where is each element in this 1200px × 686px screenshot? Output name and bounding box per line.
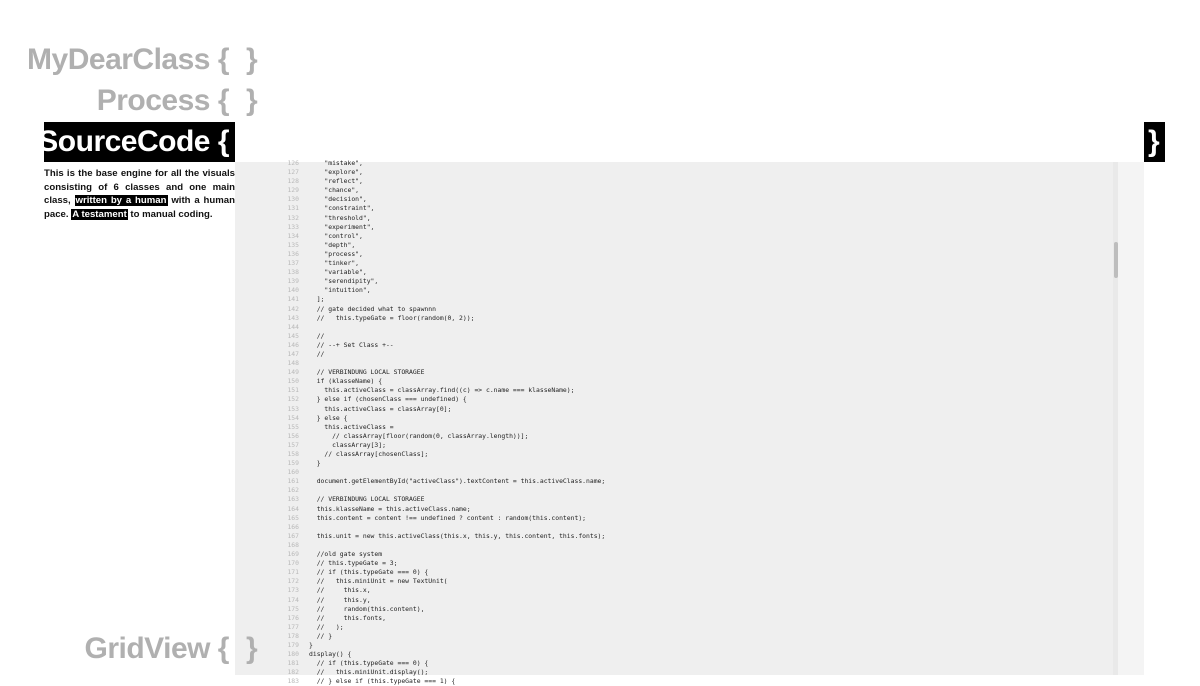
line-number: 154 bbox=[287, 413, 299, 422]
line-number: 171 bbox=[287, 568, 299, 577]
code-text: this.activeClass = classArray[0]; bbox=[309, 404, 452, 413]
code-text: "chance", bbox=[309, 186, 360, 195]
description-text: with a human pace. bbox=[44, 195, 236, 220]
code-text: // this.typeGate = 3; bbox=[309, 559, 398, 568]
code-text: "explore", bbox=[309, 168, 363, 177]
code-text: // } else if (this.typeGate === 1) { bbox=[309, 677, 456, 686]
line-number: 127 bbox=[287, 168, 299, 177]
code-line bbox=[235, 641, 1105, 650]
active-section-title: SourceCode { bbox=[38, 125, 229, 158]
code-line bbox=[235, 277, 1105, 286]
closing-brace: } bbox=[246, 43, 258, 76]
code-text: "constraint", bbox=[309, 204, 375, 213]
line-number: 138 bbox=[287, 268, 299, 277]
line-number: 147 bbox=[287, 349, 299, 358]
code-line bbox=[235, 405, 1105, 414]
code-line bbox=[235, 241, 1105, 250]
code-line bbox=[235, 441, 1105, 450]
code-line bbox=[235, 414, 1105, 423]
line-number: 165 bbox=[287, 513, 299, 522]
code-text: "variable", bbox=[309, 268, 367, 277]
code-text: "process", bbox=[309, 249, 363, 258]
code-text: // if (this.typeGate === 0) { bbox=[309, 568, 429, 577]
line-number: 181 bbox=[287, 659, 299, 668]
code-line bbox=[235, 586, 1105, 595]
code-text: // classArray[floor(random(0, classArray.length))]; bbox=[309, 431, 529, 440]
line-number: 168 bbox=[287, 540, 299, 549]
code-text: "mistake", bbox=[309, 159, 363, 167]
code-line bbox=[235, 177, 1105, 186]
nav-item-process[interactable]: Process { bbox=[96, 84, 229, 117]
code-text: "threshold", bbox=[309, 213, 371, 222]
code-line bbox=[235, 577, 1105, 586]
description-text: This is the base engine for all the visuals consisting of 6 classes and one main class, bbox=[44, 168, 235, 207]
line-number: 131 bbox=[287, 204, 299, 213]
code-line bbox=[235, 623, 1105, 632]
line-number: 152 bbox=[287, 395, 299, 404]
code-text: // bbox=[309, 349, 325, 358]
line-number: 126 bbox=[287, 159, 299, 167]
line-number: 143 bbox=[287, 313, 299, 322]
code-line bbox=[235, 168, 1105, 177]
code-text: "control", bbox=[309, 231, 363, 240]
line-number: 157 bbox=[287, 440, 299, 449]
line-number: 153 bbox=[287, 404, 299, 413]
line-number: 159 bbox=[287, 459, 299, 468]
code-text: this.unit = new this.activeClass(this.x, this.y, this.content, this.fonts); bbox=[309, 531, 606, 540]
code-line bbox=[235, 659, 1105, 668]
code-text: // this.y, bbox=[309, 595, 371, 604]
code-line bbox=[235, 386, 1105, 395]
code-line bbox=[235, 650, 1105, 659]
code-line bbox=[235, 268, 1105, 277]
code-line bbox=[235, 677, 1105, 686]
code-text: this.content = content !== undefined ? content : random(this.content); bbox=[309, 513, 587, 522]
line-number: 145 bbox=[287, 331, 299, 340]
code-text: "serendipity", bbox=[309, 277, 379, 286]
code-line bbox=[235, 259, 1105, 268]
code-line bbox=[235, 505, 1105, 514]
line-number: 172 bbox=[287, 577, 299, 586]
code-text: classArray[3]; bbox=[309, 440, 386, 449]
closing-brace: } bbox=[246, 632, 258, 665]
line-number: 160 bbox=[287, 468, 299, 477]
code-line bbox=[235, 377, 1105, 386]
line-number: 179 bbox=[287, 640, 299, 649]
code-text: // this.x, bbox=[309, 586, 371, 595]
line-number: 167 bbox=[287, 531, 299, 540]
line-number: 133 bbox=[287, 222, 299, 231]
code-line bbox=[235, 514, 1105, 523]
code-line bbox=[235, 486, 1105, 495]
code-text: // this.typeGate = floor(random(0, 2)); bbox=[309, 313, 475, 322]
nav-item-gridview[interactable]: GridView { bbox=[84, 632, 229, 665]
code-line bbox=[235, 214, 1105, 223]
closing-brace: } bbox=[1148, 125, 1160, 158]
line-number: 135 bbox=[287, 240, 299, 249]
code-line bbox=[235, 568, 1105, 577]
line-number: 169 bbox=[287, 550, 299, 559]
line-number: 170 bbox=[287, 559, 299, 568]
line-number: 142 bbox=[287, 304, 299, 313]
code-line bbox=[235, 395, 1105, 404]
line-number: 164 bbox=[287, 504, 299, 513]
line-number: 182 bbox=[287, 668, 299, 677]
code-text: "depth", bbox=[309, 240, 356, 249]
code-line bbox=[235, 341, 1105, 350]
code-text: if (klasseName) { bbox=[309, 377, 383, 386]
line-number: 130 bbox=[287, 195, 299, 204]
code-line bbox=[235, 232, 1105, 241]
line-number: 176 bbox=[287, 613, 299, 622]
code-text: // gate decided what to spawnnn bbox=[309, 304, 436, 313]
code-text: "experiment", bbox=[309, 222, 375, 231]
code-line bbox=[235, 314, 1105, 323]
code-line bbox=[235, 468, 1105, 477]
code-line bbox=[235, 605, 1105, 614]
code-line bbox=[235, 159, 1105, 168]
code-line bbox=[235, 295, 1105, 304]
line-number: 163 bbox=[287, 495, 299, 504]
line-number: 175 bbox=[287, 604, 299, 613]
code-line bbox=[235, 204, 1105, 213]
code-text: // if (this.typeGate === 0) { bbox=[309, 659, 429, 668]
code-line bbox=[235, 459, 1105, 468]
line-number: 180 bbox=[287, 650, 299, 659]
code-line bbox=[235, 359, 1105, 368]
code-line bbox=[235, 614, 1105, 623]
code-panel-right-margin bbox=[1118, 162, 1144, 675]
code-text: // this.miniUnit.display(); bbox=[309, 668, 429, 677]
code-text: //old gate system bbox=[309, 550, 383, 559]
code-line bbox=[235, 523, 1105, 532]
code-line bbox=[235, 305, 1105, 314]
line-number: 140 bbox=[287, 286, 299, 295]
code-line bbox=[235, 541, 1105, 550]
line-number: 156 bbox=[287, 431, 299, 440]
code-text: // bbox=[309, 331, 325, 340]
line-number: 178 bbox=[287, 631, 299, 640]
code-text: ]; bbox=[309, 295, 325, 304]
line-number: 137 bbox=[287, 259, 299, 268]
line-number: 128 bbox=[287, 177, 299, 186]
code-lines bbox=[235, 159, 1105, 686]
code-text: // this.miniUnit = new TextUnit( bbox=[309, 577, 448, 586]
line-number: 183 bbox=[287, 677, 299, 686]
code-text: } bbox=[309, 459, 321, 468]
code-text: this.activeClass = classArray.find((c) => c.name === klasseName); bbox=[309, 386, 575, 395]
line-number: 166 bbox=[287, 522, 299, 531]
code-text: // --+ Set Class +-- bbox=[309, 340, 394, 349]
code-text: "intuition", bbox=[309, 286, 371, 295]
code-text: this.activeClass = bbox=[309, 422, 394, 431]
description-highlight: written by a human bbox=[75, 195, 167, 207]
line-number: 161 bbox=[287, 477, 299, 486]
code-text: // this.fonts, bbox=[309, 613, 386, 622]
line-number: 144 bbox=[287, 322, 299, 331]
active-section-closing-brace bbox=[1144, 122, 1165, 162]
code-text: "reflect", bbox=[309, 177, 363, 186]
line-number: 134 bbox=[287, 231, 299, 240]
code-text: // VERBINDUNG LOCAL STORAGEE bbox=[309, 368, 425, 377]
code-text: this.klasseName = this.activeClass.name; bbox=[309, 504, 471, 513]
line-number: 148 bbox=[287, 359, 299, 368]
description-highlight: A testament bbox=[72, 208, 127, 220]
line-number: 149 bbox=[287, 368, 299, 377]
line-number: 136 bbox=[287, 249, 299, 258]
line-number: 174 bbox=[287, 595, 299, 604]
code-text: "decision", bbox=[309, 195, 367, 204]
code-line bbox=[235, 668, 1105, 677]
line-number: 129 bbox=[287, 186, 299, 195]
line-number: 158 bbox=[287, 450, 299, 458]
description-text: to manual coding. bbox=[127, 208, 213, 220]
line-number: 150 bbox=[287, 377, 299, 386]
code-text: // ); bbox=[309, 622, 344, 631]
code-line bbox=[235, 332, 1105, 341]
code-line bbox=[235, 186, 1105, 195]
code-line bbox=[235, 423, 1105, 432]
line-number: 177 bbox=[287, 622, 299, 631]
code-line bbox=[235, 350, 1105, 359]
code-line bbox=[235, 550, 1105, 559]
code-line bbox=[235, 286, 1105, 295]
line-number: 146 bbox=[287, 340, 299, 349]
line-number: 151 bbox=[287, 386, 299, 395]
code-text: "tinker", bbox=[309, 259, 360, 268]
code-line bbox=[235, 596, 1105, 605]
line-number: 155 bbox=[287, 422, 299, 431]
code-line bbox=[235, 250, 1105, 259]
code-text: // } bbox=[309, 631, 333, 640]
code-line bbox=[235, 323, 1105, 332]
code-line bbox=[235, 559, 1105, 568]
line-number: 139 bbox=[287, 277, 299, 286]
code-text: document.getElementById("activeClass").textContent = this.activeClass.name; bbox=[309, 477, 606, 486]
code-text: // classArray[chosenClass]; bbox=[309, 450, 429, 458]
code-line bbox=[235, 495, 1105, 504]
line-number: 141 bbox=[287, 295, 299, 304]
code-line bbox=[235, 477, 1105, 486]
code-text: display() { bbox=[309, 650, 352, 659]
code-line bbox=[235, 432, 1105, 441]
code-line bbox=[235, 223, 1105, 232]
line-number: 162 bbox=[287, 486, 299, 495]
code-line bbox=[235, 532, 1105, 541]
code-text: } else if (chosenClass === undefined) { bbox=[309, 395, 467, 404]
code-line bbox=[235, 368, 1105, 377]
code-text: } bbox=[309, 640, 313, 649]
nav-item-sourcecode-active[interactable] bbox=[38, 122, 235, 162]
closing-brace: } bbox=[246, 84, 258, 117]
nav-item-mydearclass[interactable]: MyDearClass { bbox=[27, 43, 229, 76]
code-line bbox=[235, 450, 1105, 459]
code-text: // random(this.content), bbox=[309, 604, 425, 613]
source-code-viewer[interactable] bbox=[235, 159, 1144, 686]
code-text: } else { bbox=[309, 413, 348, 422]
code-line bbox=[235, 195, 1105, 204]
line-number: 132 bbox=[287, 213, 299, 222]
section-description bbox=[44, 167, 235, 221]
line-number: 173 bbox=[287, 586, 299, 595]
code-text: // VERBINDUNG LOCAL STORAGEE bbox=[309, 495, 425, 504]
code-line bbox=[235, 632, 1105, 641]
